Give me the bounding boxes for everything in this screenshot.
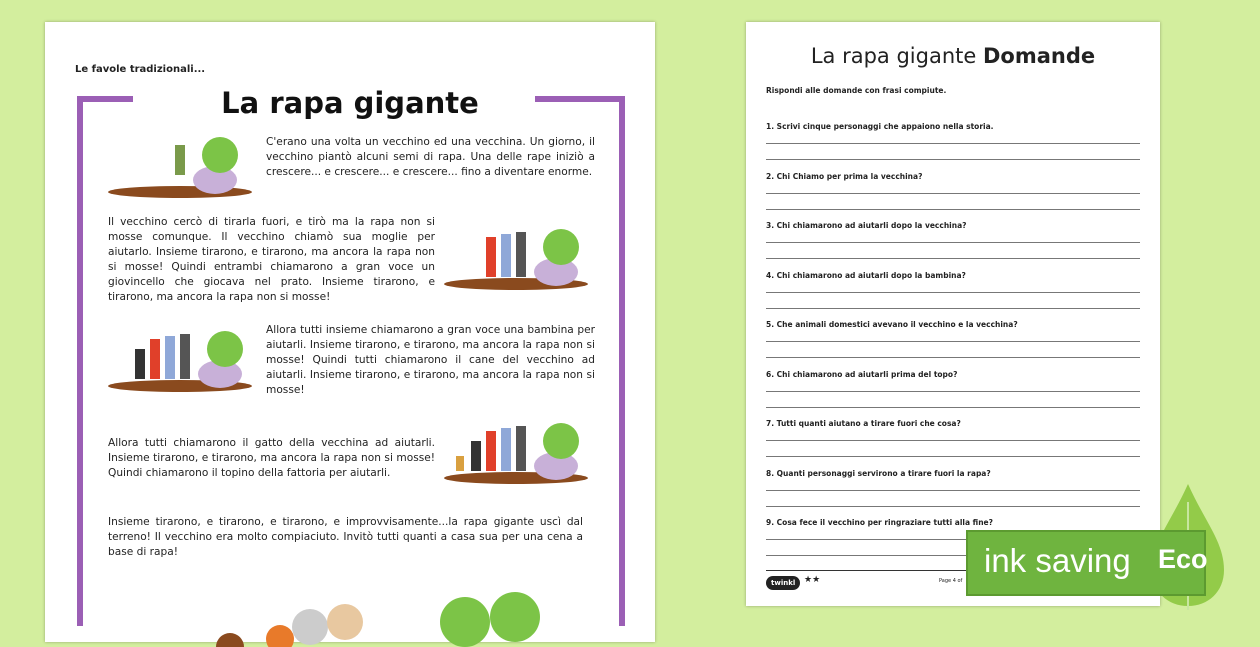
answer-line[interactable] xyxy=(766,258,1140,259)
paragraph: Allora tutti insieme chiamarono a gran voce una bambina per aiutarli. Insieme tirarono, e tirarono, ma ancora la rapa non si mosse! Quindi tutti chiamarono il cane del vecchino ad aiutarli. Insieme tirarono, e tirarono, ma ancora la rapa non si mosse! xyxy=(266,324,595,396)
answer-line[interactable] xyxy=(766,391,1140,392)
pulling-illustration xyxy=(441,416,591,486)
story-page xyxy=(45,22,655,642)
page-title xyxy=(746,44,1160,68)
questions-page xyxy=(746,22,1160,606)
question: 8. Quanti personaggi servirono a tirare fuori la rapa? xyxy=(766,468,991,478)
answer-line[interactable] xyxy=(766,440,1140,441)
paragraph: Allora tutti chiamarono il gatto della vecchina ad aiutarli. Insieme tirarono, e tirarono, ma ancora la rapa non si mosse! Quindi chiamarono il topino della fattoria per aiutarli. xyxy=(108,437,435,479)
answer-line[interactable] xyxy=(766,506,1140,507)
page-title: La rapa gigante xyxy=(221,86,479,120)
badge-text: ink saving xyxy=(984,542,1131,579)
question: 3. Chi chiamarono ad aiutarli dopo la vecchina? xyxy=(766,221,967,230)
paragraph: Insieme tirarono, e tirarono, e tirarono, e improvvisamente...la rapa gigante uscì dal terreno! Il vecchino era molto compiaciuto. Invitò tutti quanti a casa sua per una cena a base di rapa! xyxy=(108,516,583,558)
turnip-illustration xyxy=(105,130,255,200)
answer-line[interactable] xyxy=(766,456,1140,457)
answer-line[interactable] xyxy=(766,143,1140,144)
title-text: La rapa gigante xyxy=(810,44,983,68)
page-number: Page 4 of xyxy=(939,578,963,584)
answer-line[interactable] xyxy=(766,490,1140,491)
question: 5. Che animali domestici avevano il vecchino e la vecchina? xyxy=(766,320,1018,329)
question: 7. Tutti quanti aiutano a tirare fuori che cosa? xyxy=(766,419,961,428)
twinkl-logo: twinkl xyxy=(766,576,800,590)
answer-line[interactable] xyxy=(766,407,1140,408)
answer-line[interactable] xyxy=(766,209,1140,210)
answer-line[interactable] xyxy=(766,357,1140,358)
title-bold-text: Domande xyxy=(982,44,1096,68)
characters-illustration xyxy=(205,577,605,647)
instruction: Rispondi alle domande con frasi compiute. xyxy=(766,86,947,95)
rating-stars: ★★ xyxy=(804,575,821,585)
pulling-illustration xyxy=(441,222,591,292)
pulling-illustration xyxy=(105,324,255,394)
question: 9. Cosa fece il vecchino per ringraziare tutti alla fine? xyxy=(766,518,993,527)
answer-line[interactable] xyxy=(766,242,1140,243)
subtitle: Le favole tradizionali... xyxy=(75,64,206,75)
question: 6. Chi chiamarono ad aiutarli prima del topo? xyxy=(766,369,958,379)
paragraph: Il vecchino cercò di tirarla fuori, e tirò ma la rapa non si mosse comunque. Il vecchino chiamò sua moglie per aiutarlo. Insieme tirarono, e tirarono, ma ancora la rapa non si mosse! Quindi entrambi chiamarono a gran voce un giovincello che giocava nel prato. Insieme tirarono, e tirarono, ma ancora la rapa non si mosse! xyxy=(108,216,435,303)
answer-line[interactable] xyxy=(766,308,1140,309)
answer-line[interactable] xyxy=(766,159,1140,160)
answer-line[interactable] xyxy=(766,193,1140,194)
paragraph: C'erano una volta un vecchino ed una vecchina. Un giorno, il vecchino piantò alcuni semi di rapa. Una delle rape iniziò a crescere... e crescere... e crescere... fino a diventare enorme. xyxy=(266,136,595,178)
question: 1. Scrivi cinque personaggi che appaiono nella storia. xyxy=(766,122,994,131)
answer-line[interactable] xyxy=(766,341,1140,342)
question: 4. Chi chiamarono ad aiutarli dopo la bambina? xyxy=(766,270,966,280)
answer-line[interactable] xyxy=(766,292,1140,293)
eco-label: Eco xyxy=(1158,544,1208,574)
question: 2. Chi Chiamo per prima la vecchina? xyxy=(766,171,923,181)
